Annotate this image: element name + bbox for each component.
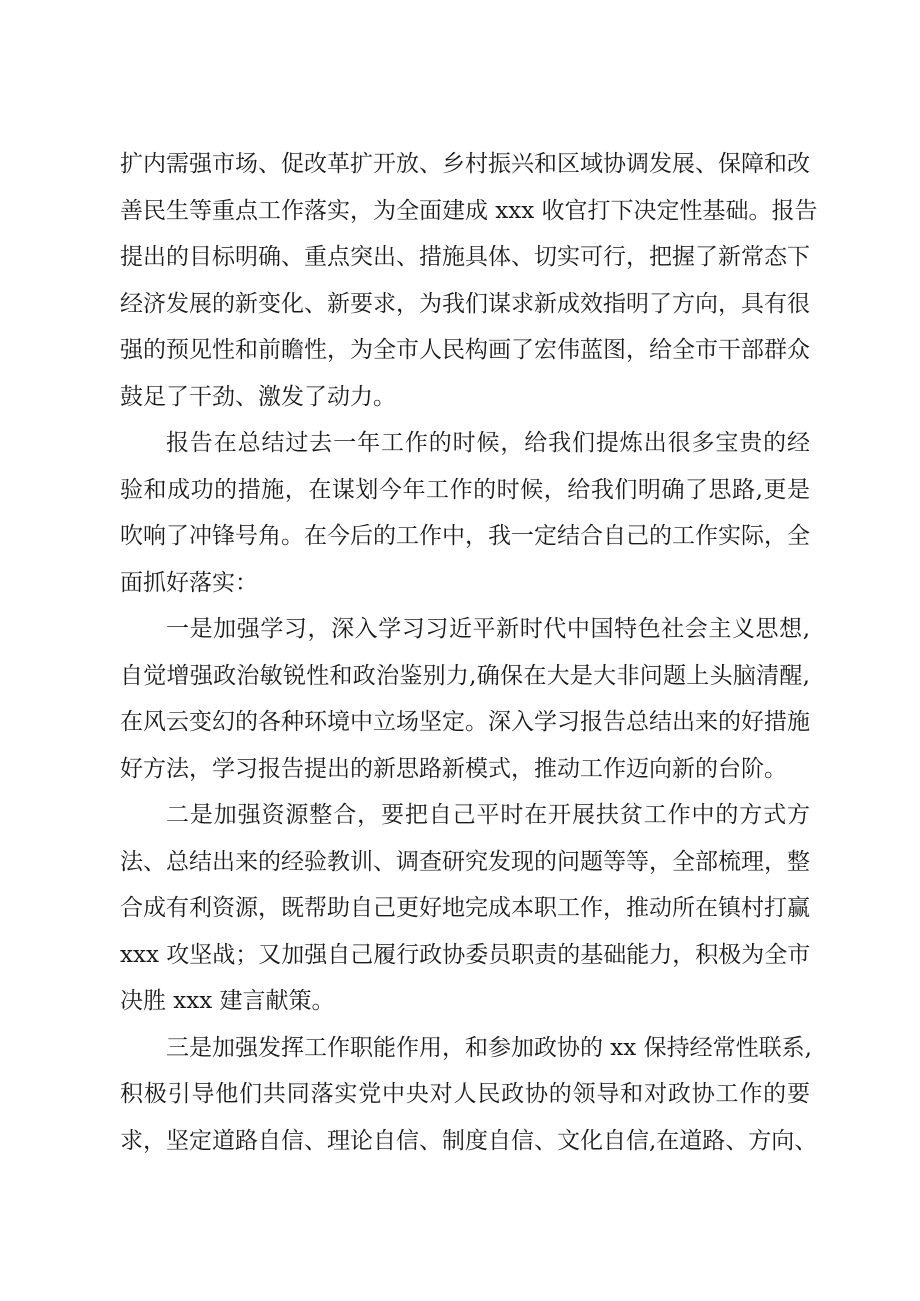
paragraph-2-line-2: 验和成功的措施，在谋划今年工作的时候，给我们明确了思路,更是: [120, 476, 810, 503]
document-body: [120, 141, 818, 1164]
paragraph-1-line-5: 强的预见性和前瞻性，为全市人民构画了宏伟蓝图，给全市干部群众: [120, 337, 810, 363]
paragraph-2-line-1: 报告在总结过去一年工作的时候，给我们提炼出很多宝贵的经: [166, 430, 810, 456]
paragraph-5-line-1: 三是加强发挥工作职能作用，和参加政协的 xx 保持经常性联系,: [166, 1034, 812, 1061]
paragraph-5-line-3: 求，坚定道路自信、理论自信、制度自信、文化自信,在道路、方向、: [120, 1127, 818, 1154]
paragraph-5-line-2: 积极引导他们共同落实党中央对人民政协的领导和对政协工作的要: [120, 1081, 810, 1107]
paragraph-4-line-3: 合成有利资源，既帮助自己更好地完成本职工作，推动所在镇村打赢: [120, 895, 810, 921]
paragraph-1-line-1: 扩内需强市场、促改革扩开放、乡村振兴和区域协调发展、保障和改: [120, 151, 810, 177]
paragraph-4-line-4: xxx 攻坚战；又加强自己履行政协委员职责的基础能力，积极为全市: [120, 941, 811, 968]
paragraph-2-line-3: 吹响了冲锋号角。在今后的工作中，我一定结合自己的工作实际，全: [120, 523, 810, 549]
paragraph-1-line-3: 提出的目标明确、重点突出、措施具体、切实可行，把握了新常态下: [120, 244, 810, 270]
paragraph-1-line-6: 鼓足了干劲、激发了动力。: [120, 383, 396, 410]
paragraph-1-line-4: 经济发展的新变化、新要求，为我们谋求新成效指明了方向，具有很: [120, 290, 810, 317]
paragraph-3-line-2: 自觉增强政治敏锐性和政治鉴别力,确保在大是大非问题上头脑清醒,: [120, 662, 810, 689]
paragraph-4-line-2: 法、总结出来的经验教训、调查研究发现的问题等等，全部梳理，整: [120, 848, 810, 875]
paragraph-1-line-2: 善民生等重点工作落实，为全面建成 xxx 收官打下决定性基础。报告: [120, 197, 818, 224]
paragraph-3-line-3: 在风云变幻的各种环境中立场坚定。深入学习报告总结出来的好措施: [120, 709, 810, 735]
paragraph-3-line-4: 好方法，学习报告提出的新思路新模式，推动工作迈向新的台阶。: [120, 755, 787, 782]
paragraph-4-line-5: 决胜 xxx 建言献策。: [120, 988, 335, 1014]
paragraph-4-line-1: 二是加强资源整合，要把自己平时在开展扶贫工作中的方式方: [166, 802, 810, 828]
paragraph-3-line-1: 一是加强学习，深入学习习近平新时代中国特色社会主义思想,: [166, 616, 810, 642]
paragraph-2-line-4: 面抓好落实：: [120, 569, 258, 596]
